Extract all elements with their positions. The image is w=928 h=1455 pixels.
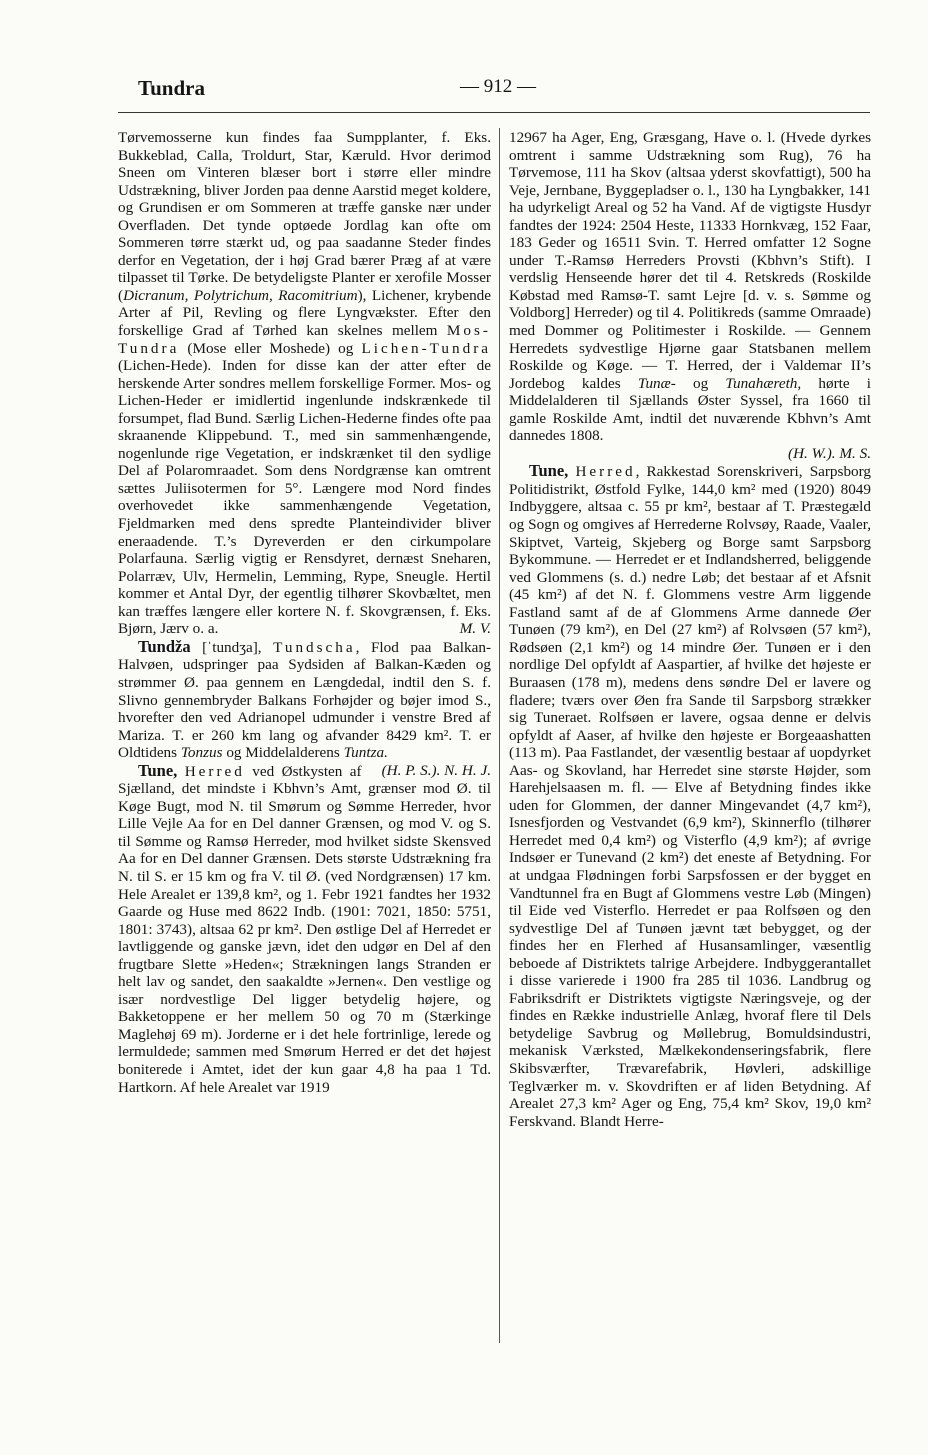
italic-run: Dicranum, Polytrichum, Racomitrium	[123, 286, 358, 304]
spaced-term: Mos-Tundra	[118, 322, 491, 357]
text-run: og Middelalderens	[222, 744, 344, 762]
italic-run: Tunahæreth,	[725, 374, 802, 392]
right-column	[509, 129, 871, 1344]
entry-tune-sjaelland	[118, 762, 491, 1096]
text-run: ), Lichener, krybende Arter af Pil, Revling og flere Lyngvækster. Efter den forskellige Grad af Tørhed kan skelnes mellem	[118, 286, 491, 340]
author-signature: (H. W.). M. S.	[788, 444, 871, 462]
headword: Tundža	[138, 636, 191, 656]
tune-sjaelland-continuation	[509, 129, 871, 462]
italic-run: Tunæ-	[637, 374, 676, 392]
text-run: hørte i Middelalderen til Sjællands Øster Syssel, fra 1660 til gamle Roskilde Amt, indtil det nuværende Kbhvn’s Amt dannedes 1808.	[509, 374, 871, 445]
text-run: 12967 ha Ager, Eng, Græsgang, Have o. l. (Hvede dyrkes omtrent i samme Udstrækning som Rug), 76 ha Tørvemose, 111 ha Skov (altsaa yderst skovfattigt), 500 ha Veje, Jernbane, Byggepladser o. l., 130 ha Lyngbakker, 141 ha udyrkeligt Areal og 52 ha Vand. Af de vigtigste Husdyr fandtes der 1924: 2504 Heste, 11333 Hornkvæg, 152 Faar, 183 Geder og 16511 Svin. T. Herred omfatter 12 Sogne under T.-Ramsø Herreders Provsti (Kbhvn’s Stift). I verdslig Henseende hører det til 4. Retskreds (Roskilde Købstad med Ramsø-T. samt Lejre [d. v. s. Sømme og Voldborg] Herreder) og til 4. Politikreds (samme Omraade) med Dommer og Politimester i Roskilde. — Gennem Herredets sydvestlige Hjørne gaar Statsbanen mellem Roskilde og Køge. — T. Herred, der i Valdemar II’s Jordebog kaldes	[509, 129, 871, 392]
page-header	[138, 76, 870, 106]
text-run: Tørvemosserne kun findes faa Sumpplanter, f. Eks. Bukkeblad, Calla, Troldurt, Star, Kæruld. Hvor derimod Sneen om Vinteren blæser bort i større eller mindre Udstrækning, bliver Jorden paa denne Aarstid meget koldere, og Grundisen er om Sommeren at træffe ganske nær under Overfladen. Det tynde optøede Jordlag kan ofte om Sommeren tørre stærkt ud, og paa saadanne Steder findes derfor en Vegetation, der i høj Grad bærer Præg af at være tilpasset til Tørke. De betydeligste Planter er xerofile Mosser (	[118, 129, 491, 304]
headword: Tune,	[529, 461, 569, 481]
author-signature: (H. P. S.). N. H. J.	[381, 761, 491, 779]
spaced-term: Herred	[575, 463, 636, 481]
author-signature: M. V.	[459, 620, 491, 638]
spaced-term: Tundscha	[273, 638, 356, 656]
left-column	[118, 129, 491, 1344]
text-run: ved Østkysten af Sjælland, det mindste i Kbhvn’s Amt, grænser mod Ø. til Køge Bugt, mod N. til Smørum og Sømme Herreder, hvor Lille Vejle Aa for en Del danner Grænsen, og mod V. og S. til Sømme og Ramsø Herreder, mod hvilket sidste Skensved Aa for en Del danner Grænsen. Dets største Udstrækning fra N. til S. er 15 km og fra V. til Ø. (ved Nordgrænsen) 17 km. Hele Arealet er 139,8 km², og 1. Febr 1921 fandtes her 1932 Gaarde og Huse med 8622 Indb. (1901: 7021, 1850: 5751, 1801: 3743), altsaa 62 pr km². Den østlige Del af Herredet er lavtliggende og ganske jævn, idet den udgør en Del af den frugtbare Slette »Heden«; Strækningen langs Stranden er helt lav og sandet, den saakaldte »Jernen«. Den vestlige og især nordvestlige Del ligger betydelig højere, og Bakketoppene er her mellem 50 og 70 m (Stærkinge Maglehøj 69 m). Jorderne er i det hele fortrinlige, lerede og lermuldede; sammen med Smørum Herred er det det højest boniterede i Amtet, idet der kun gaar 4,8 ha paa 1 Td. Hartkorn. Af hele Arealet var 1919	[118, 762, 491, 1096]
tundra-continuation	[118, 129, 491, 638]
text-run: (Lichen-Hede). Inden for disse kan der atter efter de herskende Arter sondres mellem forskellige Former. Mos- og Lichen-Heder er imidlertid ingenlunde indskrænkede til forsumpet, flad Bund. Særlig Lichen-Hederne findes ofte paa skraanende Klippebund. T., med sin sammenhængende, nogenlunde rige Vegetation, er indskrænket til den sydlige Del af Polaromraadet. Som dens Nordgrænse kan omtrent sættes Juliisotermen for 5°. Længere mod Nord findes overhovedet ikke sammenhængende Vegetation, Fjeldmarken med dens spredte Planteindivider bliver eneraadende. T.’s Dyreverden er den cirkumpolare Polarfauna. Særlig vigtig er Rensdyret, dernæst Sneharen, Polarræv, Ulv, Hermelin, Lemming, Rype, Sneugle. Hertil kommer et Antal Dyr, der egentlig tilhører Skovbæltet, men kan træffes længere eller kortere N. f. Skovgrænsen, f. Eks. Bjørn, Jærv o. a.	[118, 357, 491, 638]
text-run: , Rakkestad Sorenskriveri, Sarpsborg Politidistrikt, Østfold Fylke, 144,0 km² med (1920) 8049 Indbyggere, altsaa c. 55 pr km², bestaar af T. Præstegæld og Sogn og omgives af Herrederne Rolvsøy, Raade, Vaaler, Skiptvet, Varteig, Skjeberg og Borge samt Sarpsborg Bykommune. — Herredet er et Indlandsherred, beliggende ved Glommens (s. d.) nedre Løb; det bestaar af et Afsnit (45 km²) af det N. f. Glommens vestre Arm liggende Fastland samt af de af Glommens Arme dannede Øer Tunøen (79 km²), en Del (27 km²) af Rolvsøen (57 km²), Rødsøen (2,1 km²) og 14 mindre Øer. Tunøen er i den nordlige Del opfyldt af Aaspartier, af hvilke det højeste er Buraasen (178 m), medens dens søndre Del er lavere og fladere; tværs over Øen fra Sande til Sarpsborg strækker sig Tuneraet. Rolfsøen er lavere, ogsaa denne er delvis opfyldt af Aaser, af hvilke den højeste er Borgeaashatten (113 m). Paa Fastlandet, der væsentlig bestaar af uopdyrket Aas- og Skovland, har Herredet sine største Højder, som Harehjelsaasen m. fl. — Elve af Betydning findes ikke uden for Glommen, der danner Mingevandet (4,7 km²), Isnesfjorden og Vestvandet (6,9 km²), Skinnerflo (tilhører Herredet med 0,4 km²) og Visterflo (4,9 km²); af øvrige Indsøer er Tunevand (2 km²) det eneste af Betydning. For at undgaa Flødningen forbi Sarpsfossen er der bygget en Vandtunnel fra en Bugt af Glommens vestre Løb (Mingen) til Eide ved Visterflo. Herredet er paa Rolfsøen og den sydvestlige Del af Tunøen jævnt tæt bebygget, og der findes her en Flerhed af Husansamlinger, væsentlig beboede af Distriktets talrige Arbejdere. Indbyggerantallet i disse varierede i 1900 fra 285 til 1036. Landbrug og Fabriksdrift er Distriktets vigtigste Næringsveje, og der findes en Række industrielle Anlæg, hvoraf flere til Dels betydelige Savbrug og Møllebrug, Bomuldsindustri, mekanisk Værksted, Mælkekondenseringsfabrik, flere Skibsværfter, Trævarefabrik, Høvleri, adskillige Teglværker m. v. Skovdriften er af liden Betydning. Af Arealet 27,3 km² Ager og Eng, 75,4 km² Skov, 19,0 km² Ferskvand. Blandt Herre-	[509, 463, 871, 1130]
spaced-term: Herred	[184, 762, 245, 780]
text-run: og	[675, 374, 726, 392]
headword: Tune,	[138, 760, 178, 780]
italic-run: Tuntza.	[343, 744, 388, 762]
text-run: , Flod paa Balkan-Halvøen, udspringer paa Sydsiden af Balkan-Kæden og strømmer Ø. paa gennem en Længdedal, indtil den S. f. Slivno gennembryder Balkans Forhøjder og bøjer imod S., hvorefter den ved Adrianopel udmunder i venstre Bred af Mariza. T. er 260 km lang og afvander 8429 km². T. er Oldtidens	[118, 638, 491, 762]
column-divider	[499, 128, 500, 1343]
text-run: [ˈtundʒa],	[190, 638, 274, 656]
text-run: (Mose eller Moshede) og	[179, 339, 362, 357]
running-head-title: Tundra	[138, 76, 205, 100]
italic-run: Tonzus	[180, 744, 223, 762]
spaced-term: Lichen-Tundra	[361, 339, 491, 357]
page-number: — 912 —	[460, 76, 536, 97]
entry-tune-ostfold	[509, 462, 871, 1130]
header-rule	[118, 112, 870, 113]
